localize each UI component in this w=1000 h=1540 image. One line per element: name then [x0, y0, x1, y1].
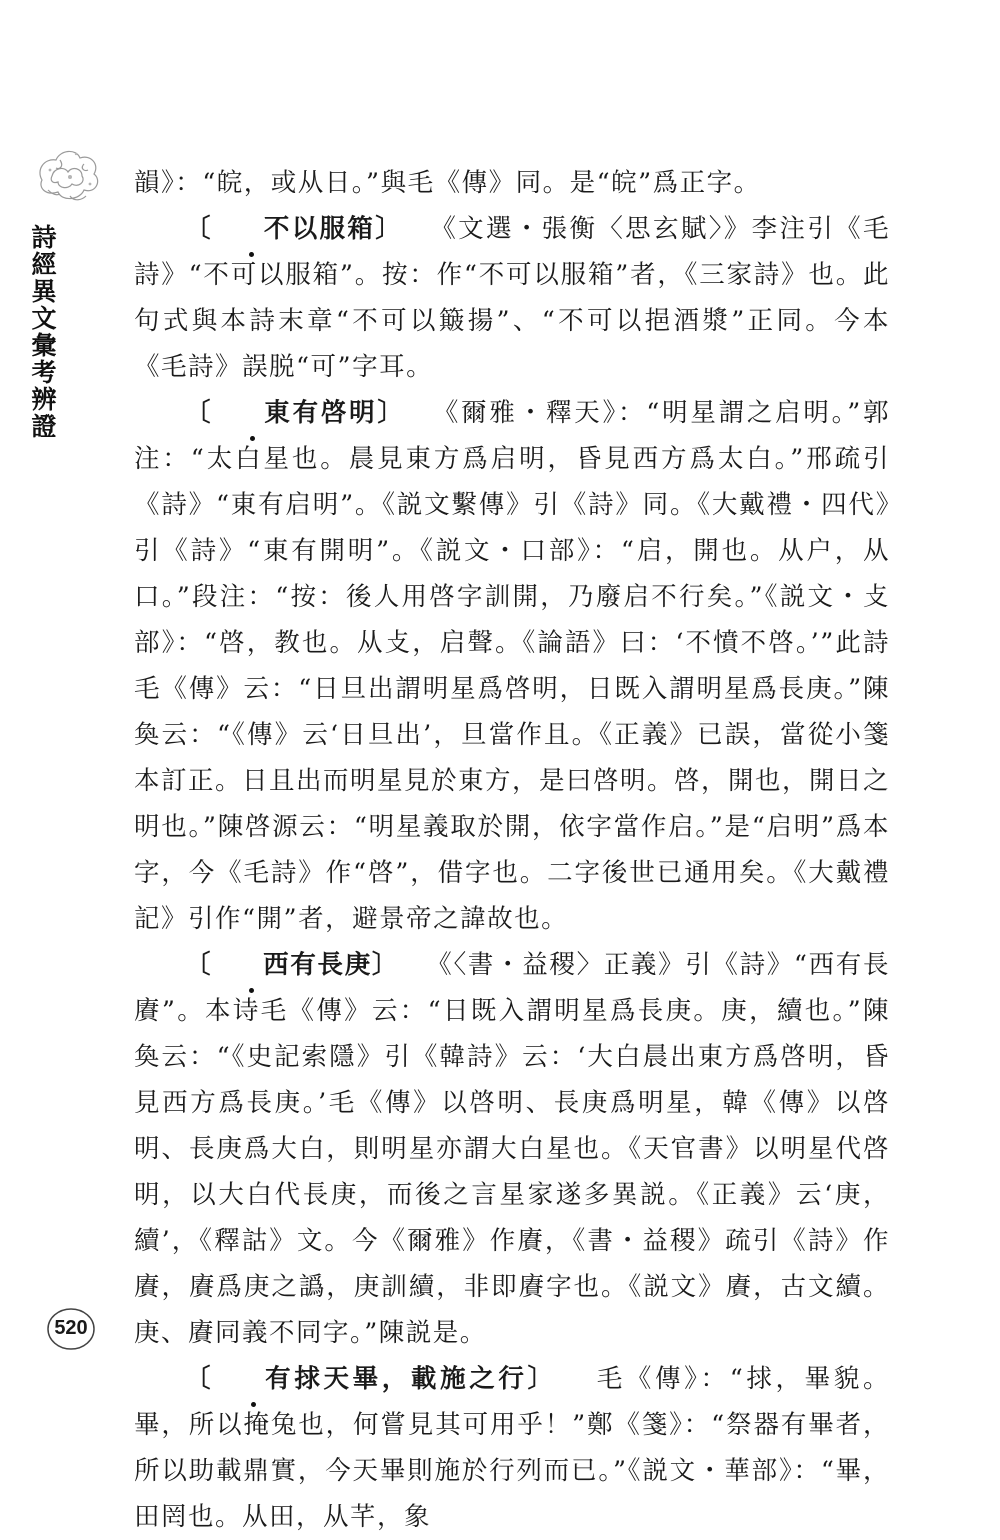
page-number-badge: [46, 1306, 96, 1352]
entry-paragraph: [134, 206, 890, 390]
entry-text: 《〈書・益稷〉正義》引《詩》“西有長賡”。本诗毛《傳》云：“日既入謂明星爲長庚。庚，續也。”陳奐云：“《史記索隱》引《韓詩》云：‘大白晨出東方爲啓明，昏見西方爲長庚。’毛《傳》以啓明、長庚爲明星，韓《傳》以啓明、長庚爲大白，則明星亦謂大白星也。《天官書》以明星代啓明，以大白代長庚，而後之言星家遂多異説。《正義》云‘庚，續’，《釋詁》文。今《爾雅》作賡，《書・益稷》疏引《詩》作賡，賡爲庚之譌，庚訓續，非即賡字也。《説文》賡，古文續。庚、賡同義不同字。”陳説是。: [134, 950, 890, 1348]
emphasis-dot-char: 有: [214, 1356, 292, 1402]
entry-headword: 〔 東有啓明〕: [185, 398, 406, 428]
main-text: [134, 160, 890, 1540]
entry-paragraph: [134, 942, 890, 1356]
emphasis-dot-char: 東: [213, 390, 291, 436]
page-number: 520: [54, 1317, 88, 1339]
entry-text: 《爾雅・釋天》：“明星謂之启明。”郭注：“太白星也。晨見東方爲启明，昏見西方爲太白。”邢疏引《詩》“東有启明”。《説文繫傳》引《詩》同。《大戴禮・四代》引《詩》“東有開明”。《説文・口部》：“启，開也。从户，从口。”段注：“按：後人用啓字訓開，乃廢启不行矣。”《説文・攴部》：“啓，教也。从攴，启聲。《論語》曰：‘不憤不啓。’”此詩毛《傳》云：“日旦出謂明星爲啓明，日既入謂明星爲長庚。”陳奐云：“《傳》云‘日旦出’，旦當作且。《正義》已誤，當從小箋本訂正。日且出而明星見於東方，是曰啓明。啓，開也，開日之明也。”陳啓源云：“明星義取於開，依字當作启。”是“启明”爲本字，今《毛詩》作“啓”，借字也。二字後世已通用矣。《大戴禮記》引作“開”者，避景帝之諱故也。: [134, 398, 891, 934]
emphasis-dot-char: 西: [212, 942, 290, 988]
entry-paragraph: [134, 390, 890, 942]
entry-text: 毛《傳》：“捄，畢貌。畢，所以掩兔也，何嘗見其可用乎！”鄭《箋》：“祭器有畢者，所以助載鼎實，今天畢則施於行列而已。”《説文・華部》：“畢，田罔也。从田，从芊，象: [134, 1364, 890, 1532]
decorative-ornament: [30, 140, 110, 208]
book-title-vertical: 詩經異文彙考辨證: [31, 223, 57, 441]
paragraph-continuation: 韻》：“皖，或从日。”與毛《傳》同。是“皖”爲正字。: [134, 168, 761, 198]
entry-headword: 〔 不以服箱〕: [185, 214, 403, 244]
entry-headword: 〔 有捄天畢，載施之行〕: [185, 1364, 557, 1394]
emphasis-dot-char: 不: [213, 206, 291, 252]
entry-headword: 〔 西有長庚〕: [185, 950, 399, 980]
entry-paragraph: [134, 1356, 890, 1540]
entry-text: 《文選・張衡〈思玄賦〉》李注引《毛詩》“不可以服箱”。按：作“不可以服箱”者，《三家詩》也。此句式與本詩末章“不可以簸揚”、“不可以挹酒漿”正同。今本《毛詩》誤脱“可”字耳。: [134, 214, 890, 382]
